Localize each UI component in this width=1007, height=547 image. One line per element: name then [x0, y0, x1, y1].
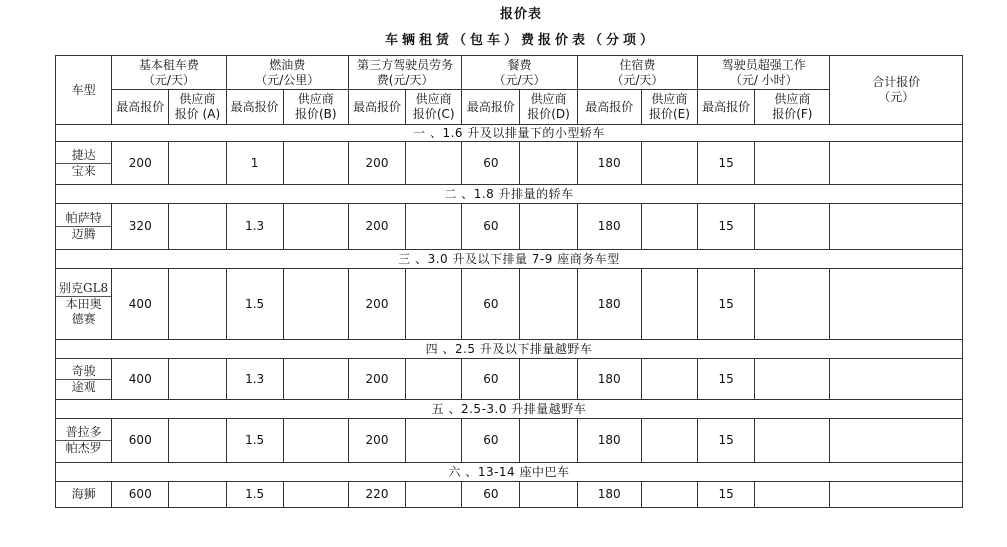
max-price-cell: 60: [462, 419, 520, 463]
max-price-cell: 320: [112, 204, 169, 250]
max-price-cell: 60: [462, 482, 520, 508]
supplier-price-input[interactable]: [755, 269, 830, 340]
supplier-price-input[interactable]: [406, 269, 462, 340]
supplier-price-input[interactable]: [283, 269, 348, 340]
supplier-price-input[interactable]: [406, 482, 462, 508]
header-supplier-price: 供应商 报价(B): [283, 90, 348, 125]
section-title: 四 、2.5 升及以下排量越野车: [56, 340, 963, 359]
supplier-price-input[interactable]: [169, 269, 226, 340]
max-price-cell: 15: [698, 482, 755, 508]
header-model: 车型: [56, 56, 112, 125]
supplier-price-input[interactable]: [283, 204, 348, 250]
max-price-cell: 180: [577, 204, 641, 250]
supplier-price-input[interactable]: [520, 269, 577, 340]
max-price-cell: 200: [348, 269, 405, 340]
supplier-price-input[interactable]: [641, 482, 697, 508]
max-price-cell: 180: [577, 482, 641, 508]
vehicle-models-cell: [56, 142, 112, 185]
header-max-price: 最高报价: [462, 90, 520, 125]
max-price-cell: 600: [112, 419, 169, 463]
table-row: [56, 419, 963, 463]
max-price-cell: 180: [577, 419, 641, 463]
supplier-price-input[interactable]: [406, 419, 462, 463]
max-price-cell: 60: [462, 359, 520, 400]
max-price-cell: 15: [698, 359, 755, 400]
vehicle-model: 海狮: [71, 487, 96, 501]
vehicle-model: 本田奥 德赛: [56, 296, 111, 327]
max-price-cell: 1.5: [226, 419, 283, 463]
max-price-cell: 200: [348, 419, 405, 463]
vehicle-models-cell: [56, 419, 112, 463]
vehicle-model: 途观: [56, 379, 111, 395]
supplier-price-input[interactable]: [520, 482, 577, 508]
max-price-cell: 1.3: [226, 359, 283, 400]
vehicle-models-cell: [56, 482, 112, 508]
header-group-driver-overtime: 驾驶员超强工作 （元/ 小时）: [698, 56, 830, 90]
max-price-cell: 15: [698, 204, 755, 250]
header-supplier-price: 供应商 报价(D): [520, 90, 577, 125]
header-max-price: 最高报价: [226, 90, 283, 125]
max-price-cell: 15: [698, 269, 755, 340]
max-price-cell: 180: [577, 269, 641, 340]
header-max-price: 最高报价: [112, 90, 169, 125]
table-body: [56, 56, 963, 508]
header-group-fuel: 燃油费 （元/公里）: [226, 56, 348, 90]
page-title: 报价表: [499, 7, 542, 22]
supplier-price-input[interactable]: [406, 204, 462, 250]
supplier-price-input[interactable]: [641, 269, 697, 340]
max-price-cell: 60: [462, 269, 520, 340]
section-title: 三 、3.0 升及以下排量 7-9 座商务车型: [56, 250, 963, 269]
supplier-price-input[interactable]: [169, 419, 226, 463]
max-price-cell: 60: [462, 204, 520, 250]
supplier-price-input[interactable]: [169, 359, 226, 400]
vehicle-model: 奇骏: [71, 363, 96, 378]
vehicle-model: 迈腾: [56, 226, 111, 242]
max-price-cell: 180: [577, 359, 641, 400]
max-price-cell: 600: [112, 482, 169, 508]
max-price-cell: 200: [348, 142, 405, 185]
supplier-price-input[interactable]: [520, 142, 577, 185]
header-row-groups: [56, 56, 963, 90]
max-price-cell: 200: [112, 142, 169, 185]
supplier-price-input[interactable]: [283, 142, 348, 185]
vehicle-model: 帕杰罗: [56, 440, 111, 456]
header-supplier-price: 供应商 报价(E): [641, 90, 697, 125]
header-supplier-price: 供应商 报价(C): [406, 90, 462, 125]
total-price-cell[interactable]: [830, 142, 963, 185]
max-price-cell: 400: [112, 359, 169, 400]
supplier-price-input[interactable]: [169, 204, 226, 250]
supplier-price-input[interactable]: [755, 204, 830, 250]
header-max-price: 最高报价: [577, 90, 641, 125]
table-row: [56, 269, 963, 340]
max-price-cell: 1: [226, 142, 283, 185]
vehicle-models-cell: [56, 269, 112, 340]
total-price-cell[interactable]: [830, 269, 963, 340]
header-group-basic-rent: 基本租车费 （元/天）: [112, 56, 226, 90]
section-title: 六 、13-14 座中巴车: [56, 463, 963, 482]
section-title-row: [56, 463, 963, 482]
vehicle-model: 捷达: [71, 147, 96, 162]
table-row: [56, 482, 963, 508]
header-max-price: 最高报价: [698, 90, 755, 125]
table-row: [56, 359, 963, 400]
max-price-cell: 1.5: [226, 482, 283, 508]
supplier-price-input[interactable]: [169, 142, 226, 185]
supplier-price-input[interactable]: [283, 419, 348, 463]
max-price-cell: 400: [112, 269, 169, 340]
header-max-price: 最高报价: [348, 90, 405, 125]
header-supplier-price: 供应商 报价(F): [755, 90, 830, 125]
max-price-cell: 200: [348, 204, 405, 250]
supplier-price-input[interactable]: [755, 419, 830, 463]
max-price-cell: 15: [698, 142, 755, 185]
supplier-price-input[interactable]: [641, 142, 697, 185]
total-price-cell[interactable]: [830, 419, 963, 463]
supplier-price-input[interactable]: [520, 419, 577, 463]
supplier-price-input[interactable]: [641, 419, 697, 463]
total-price-cell[interactable]: [830, 359, 963, 400]
vehicle-model: 帕萨特: [65, 211, 102, 225]
max-price-cell: 220: [348, 482, 405, 508]
header-total: 合计报价 （元）: [830, 56, 963, 125]
supplier-price-input[interactable]: [406, 142, 462, 185]
section-title: 一 、1.6 升及以排量下的小型轿车: [56, 125, 963, 142]
header-group-driver-labor: 第三方驾驶员劳务 费(元/天）: [348, 56, 461, 90]
supplier-price-input[interactable]: [283, 482, 348, 508]
header-group-meals: 餐费 （元/天）: [462, 56, 577, 90]
total-price-cell[interactable]: [830, 204, 963, 250]
max-price-cell: 1.5: [226, 269, 283, 340]
table-row: [56, 204, 963, 250]
supplier-price-input[interactable]: [520, 359, 577, 400]
supplier-price-input[interactable]: [283, 359, 348, 400]
section-title: 二 、1.8 升排量的轿车: [56, 185, 963, 204]
vehicle-models-cell: [56, 359, 112, 400]
section-title: 五 、2.5-3.0 升排量越野车: [56, 400, 963, 419]
section-title-row: [56, 125, 963, 142]
supplier-price-input[interactable]: [520, 204, 577, 250]
vehicle-model: 宝来: [56, 163, 111, 179]
table-row: [56, 142, 963, 185]
max-price-cell: 200: [348, 359, 405, 400]
vehicle-models-cell: [56, 204, 112, 250]
section-title-row: [56, 185, 963, 204]
section-title-row: [56, 250, 963, 269]
section-title-row: [56, 400, 963, 419]
vehicle-model: 普拉多: [65, 425, 102, 439]
max-price-cell: 180: [577, 142, 641, 185]
section-title-row: [56, 340, 963, 359]
supplier-price-input[interactable]: [641, 204, 697, 250]
supplier-price-input[interactable]: [755, 359, 830, 400]
vehicle-model: 别克GL8: [58, 281, 109, 295]
header-group-lodging: 住宿费 （元/天）: [577, 56, 697, 90]
price-table: [55, 55, 963, 508]
total-price-cell[interactable]: [830, 482, 963, 508]
supplier-price-input[interactable]: [755, 482, 830, 508]
header-supplier-price: 供应商 报价 (A): [169, 90, 226, 125]
supplier-price-input[interactable]: [641, 359, 697, 400]
header-row-sub: [56, 90, 963, 125]
max-price-cell: 60: [462, 142, 520, 185]
table-subtitle: 车辆租赁（包车）费报价表（分项）: [384, 33, 657, 48]
supplier-price-input[interactable]: [755, 142, 830, 185]
max-price-cell: 1.3: [226, 204, 283, 250]
max-price-cell: 15: [698, 419, 755, 463]
supplier-price-input[interactable]: [406, 359, 462, 400]
supplier-price-input[interactable]: [169, 482, 226, 508]
